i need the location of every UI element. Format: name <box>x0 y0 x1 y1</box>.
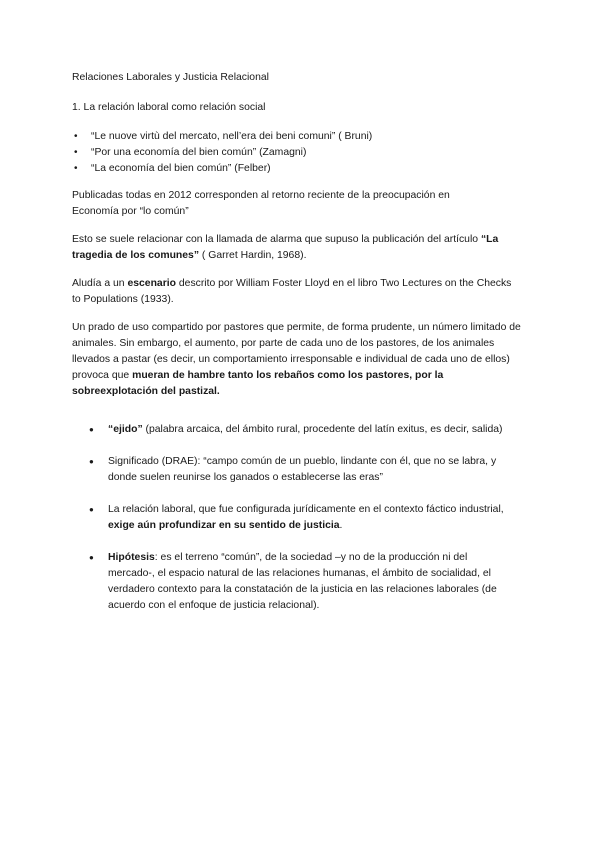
paragraph-text: ( Garret Hardin, 1968). <box>199 250 307 261</box>
paragraph-text: descrito por William Foster Lloyd en el libro Two Lectures on the Checks to Populations (1933). <box>72 278 512 305</box>
list-item <box>72 422 512 438</box>
list-item: • “Le nuove virtù del mercato, nell’era dei beni comuni” ( Bruni) <box>72 129 372 145</box>
book-list <box>72 129 372 177</box>
term-label: “ejido” <box>108 424 143 435</box>
document-title: Relaciones Laborales y Justicia Relacional <box>72 72 269 83</box>
list-item: • “Por una economía del bien común” (Zamagni) <box>72 145 372 161</box>
list-text: Significado (DRAE): “campo común de un pueblo, lindante con él, que no se labra, y donde suelen reunirse los ganados o establecerse las eras” <box>108 456 497 483</box>
list-item <box>72 550 512 614</box>
paragraph-text: Aludía a un <box>72 278 128 289</box>
list-item <box>72 454 512 486</box>
article-title: “La tragedia de los comunes” <box>72 234 499 261</box>
paragraph-text: Un prado de uso compartido por pastores que permite, de forma prudente, un número limitado de animales. Sin embargo, el aumento, por parte de cada uno de los pastores, de los animales llevados a pastar (es decir, un comportamiento irresponsable e individual de cada uno de ellos) provoca que <box>72 322 521 381</box>
section-heading: 1. La relación laboral como relación social <box>72 102 266 113</box>
emphasis-text: exige aún profundizar en su sentido de justicia <box>108 520 340 531</box>
list-item <box>72 502 512 534</box>
list-text: . <box>339 520 343 531</box>
paragraph-escenario <box>72 276 512 308</box>
emphasis-text: mueran de hambre tanto los rebaños como los pastores, por la sobreexplotación del pastizal. <box>72 370 444 397</box>
list-item: • “La economía del bien común” (Felber) <box>72 161 372 177</box>
term-label: Hipótesis <box>108 552 155 563</box>
paragraph-prado <box>72 320 522 400</box>
paragraph-line: Economía por “lo común” <box>72 206 189 217</box>
list-text: (palabra arcaica, del ámbito rural, procedente del latín exitus, es decir, salida) <box>142 424 503 435</box>
list-text: : es el terreno “común”, de la sociedad –y no de la producción ni del mercado-, el espacio natural de las relaciones humanas, el ámbito de socialidad, el verdadero contexto para la constatación de la justicia en las relaciones laborales (de acuerdo con el enfoque de justicia relacional). <box>108 552 497 611</box>
list-text: La relación laboral, que fue configurada jurídicamente en el contexto fáctico industrial, <box>108 504 504 515</box>
paragraph-alarma <box>72 232 537 264</box>
paragraph-line: Publicadas todas en 2012 corresponden al retorno reciente de la preocupación en <box>72 190 450 201</box>
concept-list <box>72 422 512 614</box>
emphasis-text: escenario <box>127 278 176 289</box>
paragraph-text: Esto se suele relacionar con la llamada de alarma que supuso la publicación del artículo <box>72 234 481 245</box>
